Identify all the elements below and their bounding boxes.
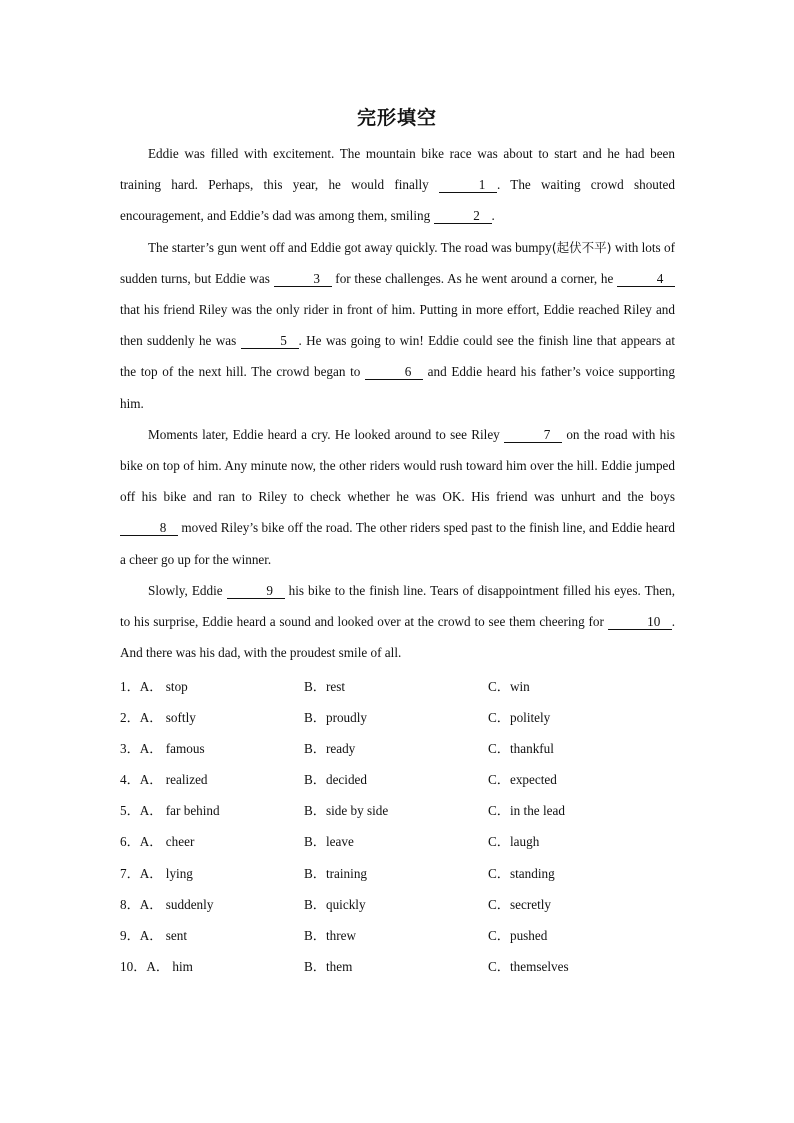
option-c: C．themselves xyxy=(488,958,569,974)
option-row xyxy=(120,887,680,918)
option-b: B．ready xyxy=(304,741,356,757)
text-run: . He was going to win! Eddie could see the finish line that appears at the top of the next hill. The crowd began to xyxy=(120,333,675,380)
option-a: 8．A． suddenly xyxy=(120,896,214,912)
paragraph-text xyxy=(120,232,675,419)
option-row xyxy=(120,731,680,762)
page-title: 完形填空 xyxy=(356,107,437,129)
text-run: The starter’s gun went off and Eddie got away quickly. The road was bumpy xyxy=(148,239,552,255)
text-run: . And there was his dad, with the proudest smile of all. xyxy=(120,614,675,661)
text-run: Slowly, Eddie xyxy=(148,582,227,598)
option-row xyxy=(120,793,680,824)
text-run: . xyxy=(491,208,495,224)
option-b: B．threw xyxy=(304,927,357,943)
answer-blank: 3 xyxy=(274,271,332,287)
option-a: 5．A． far behind xyxy=(120,803,220,819)
option-b: B．decided xyxy=(304,772,367,788)
option-b: B．them xyxy=(304,958,353,974)
option-a: 2．A． softly xyxy=(120,710,196,726)
option-b: B．training xyxy=(304,865,368,881)
option-b: B．leave xyxy=(304,834,354,850)
option-c: C．thankful xyxy=(488,741,554,757)
option-b: B．side by side xyxy=(304,803,389,819)
text-run: that his friend Riley was the only rider in front of him. Putting in more effort, Eddie reached Riley and then suddenly he was xyxy=(120,302,675,349)
option-row xyxy=(120,824,680,855)
answer-blank: 8 xyxy=(120,520,178,536)
option-a: 10．A． him xyxy=(120,958,193,974)
option-c: C．standing xyxy=(488,865,555,881)
option-b: B．proudly xyxy=(304,710,368,726)
option-b: B．rest xyxy=(304,679,346,694)
paragraph-2 xyxy=(120,232,675,419)
text-run: Eddie was filled with excitement. The mountain bike race was about to start and he had been training hard. Perhaps, this year, he would finally xyxy=(120,146,675,193)
option-row xyxy=(120,669,680,700)
option-c: C．in the lead xyxy=(488,803,565,819)
option-c: C．politely xyxy=(488,710,551,726)
text-run: for these challenges. As he went around a corner, he xyxy=(331,270,617,286)
paragraph-text xyxy=(120,575,675,669)
option-c: C．laugh xyxy=(488,834,540,850)
option-a: 4．A． realized xyxy=(120,772,208,788)
option-c: C．expected xyxy=(488,772,557,788)
answer-blank: 5 xyxy=(241,333,299,349)
option-a: 9．A． sent xyxy=(120,927,188,943)
option-c: C．pushed xyxy=(488,927,548,943)
option-b: B．quickly xyxy=(304,896,366,912)
option-a: 3．A． famous xyxy=(120,741,205,757)
answer-blank: 4 xyxy=(617,271,675,287)
text-run: with lots of sudden turns, but Eddie was xyxy=(120,239,675,286)
option-c: C．win xyxy=(488,679,530,694)
option-row xyxy=(120,700,680,731)
option-a: 1．A． stop xyxy=(120,679,188,694)
paragraph-text xyxy=(120,419,675,575)
option-a: 6．A． cheer xyxy=(120,834,195,850)
text-run: moved Riley’s bike off the road. The other riders sped past to the finish line, and Eddie heard a cheer go up for the winner. xyxy=(120,520,675,567)
option-row xyxy=(120,949,680,980)
cloze-passage xyxy=(120,138,675,668)
answer-blank: 6 xyxy=(365,364,423,380)
paragraph-4 xyxy=(120,575,675,669)
option-row xyxy=(120,856,680,887)
answer-blank: 2 xyxy=(434,208,492,224)
answer-blank: 9 xyxy=(227,583,285,599)
text-run: on the road with his bike on top of him. Any minute now, the other riders would rush toward him over the hill. Eddie jumped off his bike and ran to Riley to check whether he was OK. His friend was unhurt and the boys xyxy=(120,426,675,505)
option-a: 7．A． lying xyxy=(120,865,193,881)
text-run: Moments later, Eddie heard a cry. He looked around to see Riley xyxy=(148,426,505,442)
option-c: C．secretly xyxy=(488,896,551,912)
text-run: his bike to the finish line. Tears of disappointment filled his eyes. Then, to his surprise, Eddie heard a sound and looked over at the crowd to see them cheering for xyxy=(120,582,675,630)
option-row xyxy=(120,762,680,793)
options-list xyxy=(120,669,680,980)
option-row xyxy=(120,918,680,949)
text-run: and Eddie heard his father’s voice supporting him. xyxy=(120,364,675,411)
paragraph-1 xyxy=(120,138,675,232)
paragraph-text xyxy=(120,138,675,232)
cjk-note: (起伏不平) xyxy=(551,239,612,255)
text-run: . The waiting crowd shouted encouragement, and Eddie’s dad was among them, smiling xyxy=(120,177,675,224)
answer-blank: 10 xyxy=(608,614,672,630)
answer-blank: 7 xyxy=(504,427,562,443)
paragraph-3 xyxy=(120,419,675,575)
answer-blank: 1 xyxy=(439,177,497,193)
